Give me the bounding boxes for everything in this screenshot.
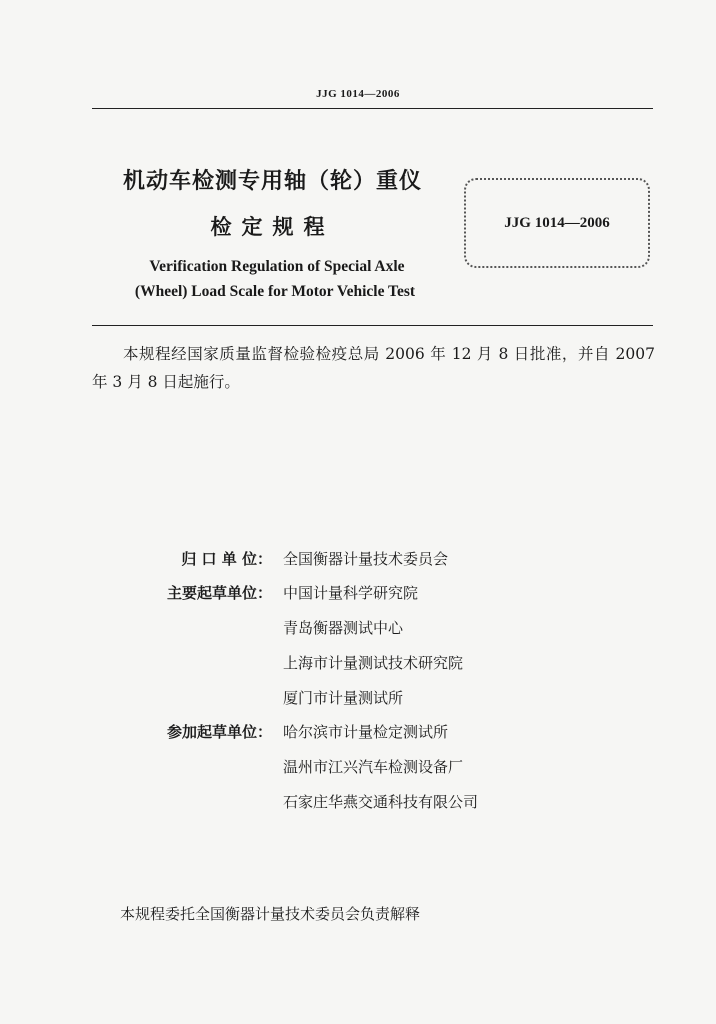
main-drafting-label: 主要起草单位： bbox=[166, 584, 272, 602]
main-drafting-unit: 青岛衡器测试中心 bbox=[283, 619, 404, 637]
subtitle-chinese: 检定规程 bbox=[210, 215, 335, 239]
approval-statement: 本规程经国家质量监督检验检疫总局 2006 年 12 月 8 日批准，并自 2007 年 3 月 8 日起施行。 bbox=[92, 345, 655, 391]
responsible-unit: 全国衡器计量技术委员会 bbox=[283, 550, 449, 568]
main-drafting-unit: 上海市计量测试技术研究院 bbox=[283, 654, 464, 672]
main-drafting-unit: 厦门市计量测试所 bbox=[283, 689, 404, 707]
header-standard-code: JJG 1014—2006 bbox=[316, 88, 400, 100]
header-rule bbox=[92, 108, 653, 109]
participating-label: 参加起草单位： bbox=[166, 723, 272, 741]
title-english-line2: (Wheel) Load Scale for Motor Vehicle Test bbox=[134, 283, 416, 300]
interpretation-note: 本规程委托全国衡器计量技术委员会负责解释 bbox=[120, 905, 421, 923]
main-drafting-unit: 中国计量科学研究院 bbox=[283, 584, 419, 602]
title-english-line1: Verification Regulation of Special Axle bbox=[149, 258, 405, 275]
participating-unit: 哈尔滨市计量检定测试所 bbox=[283, 723, 449, 741]
participating-unit: 石家庄华燕交通科技有限公司 bbox=[283, 793, 479, 811]
title-chinese: 机动车检测专用轴（轮）重仪 bbox=[122, 169, 422, 194]
responsible-unit-label: 归 口 单 位： bbox=[181, 550, 272, 568]
participating-unit: 温州市江兴汽车检测设备厂 bbox=[283, 758, 464, 776]
title-divider bbox=[92, 325, 653, 326]
stamp-code: JJG 1014—2006 bbox=[504, 214, 610, 231]
standard-code-stamp bbox=[464, 178, 650, 268]
